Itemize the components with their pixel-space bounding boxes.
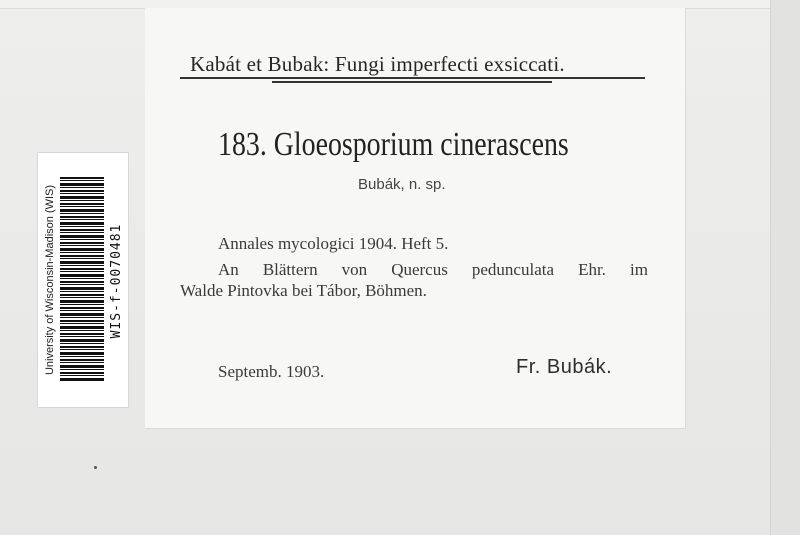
locality-word: von xyxy=(341,260,368,279)
species-author: Bubák, n. sp. xyxy=(358,176,446,193)
header-rule-bottom xyxy=(272,81,552,83)
locality-word: Ehr. xyxy=(578,260,606,279)
barcode-card xyxy=(37,152,129,408)
barcode-number-text: WIS-f-0070481 xyxy=(109,223,124,339)
barcode-number xyxy=(108,183,126,379)
locality-word: pedunculata xyxy=(471,260,555,279)
sheet-right-fold xyxy=(770,0,800,535)
locality-word: An xyxy=(218,260,239,279)
barcode-bars xyxy=(60,177,104,381)
locality-line-2: Walde Pintovka bei Tábor, Böhmen. xyxy=(180,281,427,300)
locality-word: Quercus xyxy=(391,260,448,279)
collector-name: Fr. Bubák. xyxy=(516,356,613,378)
publication-reference: Annales mycologici 1904. Heft 5. xyxy=(218,234,449,253)
species-title: 183. Gloeosporium cinerascens xyxy=(218,126,569,163)
locality-word: im xyxy=(629,260,648,279)
locality-word: Blättern xyxy=(262,260,318,279)
locality-line-1 xyxy=(218,260,648,280)
collection-date: Septemb. 1903. xyxy=(218,362,325,381)
series-header: Kabát et Bubak: Fungi imperfecti exsiccati. xyxy=(190,52,565,76)
institution-label xyxy=(42,154,58,406)
header-rule-top xyxy=(180,77,645,79)
institution-text: University of Wisconsin-Madison (WIS) xyxy=(44,184,56,376)
paper-speck xyxy=(94,466,97,469)
